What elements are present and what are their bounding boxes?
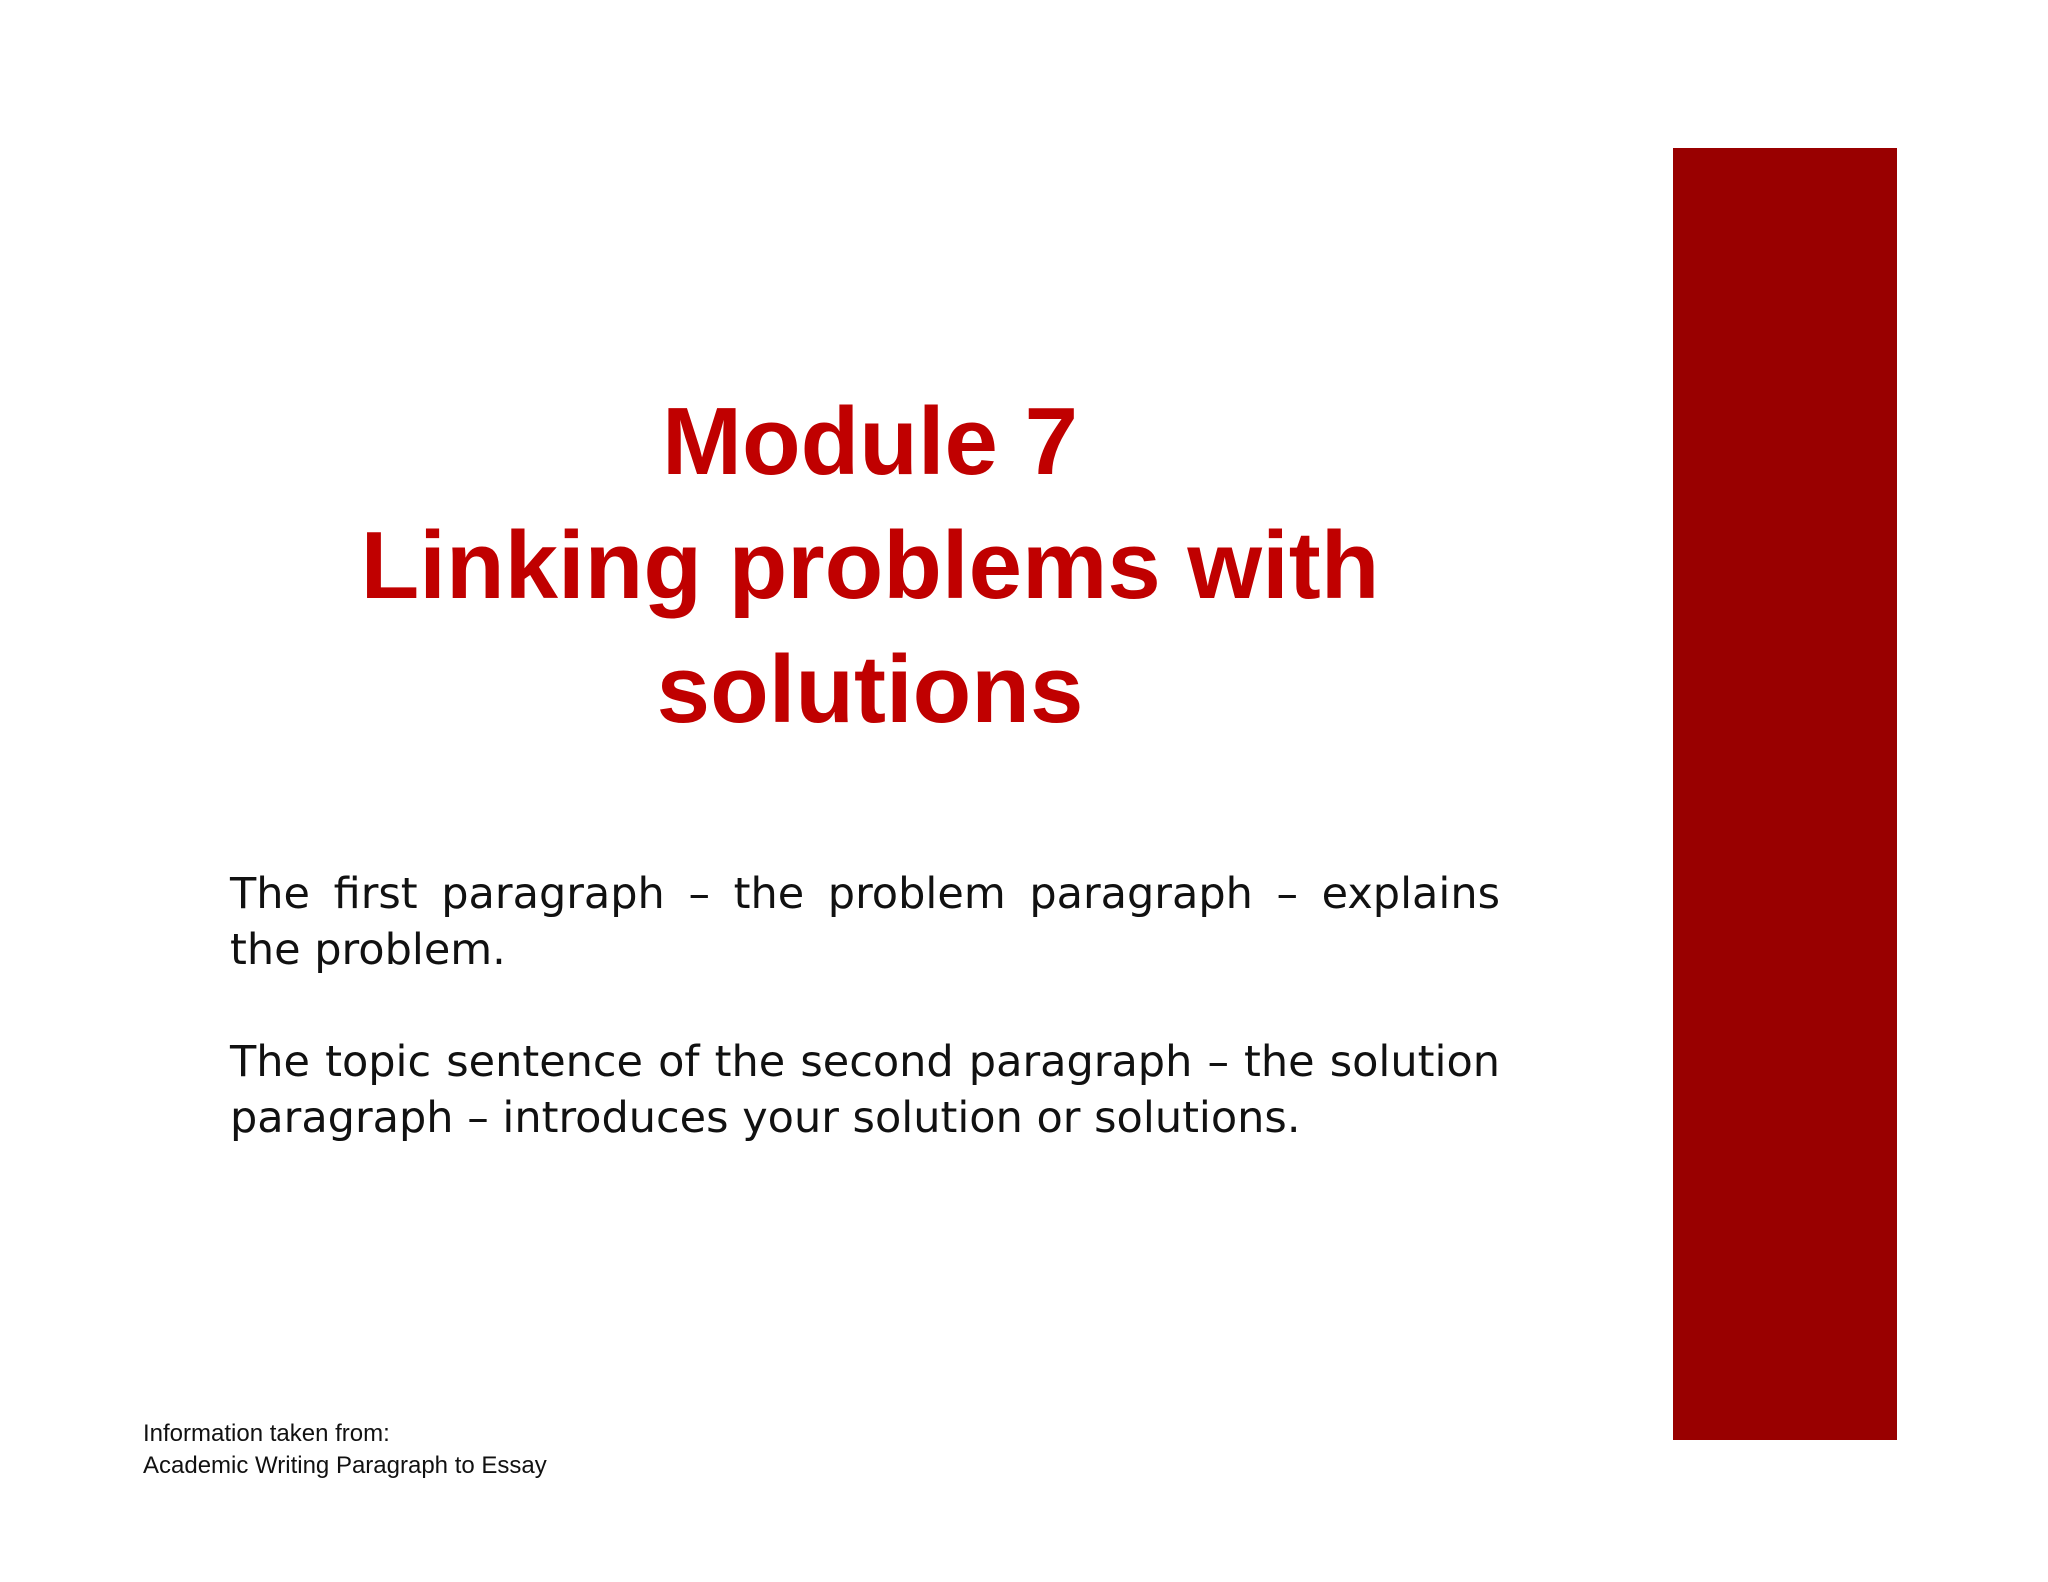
source-reference: Academic Writing Paragraph to Essay	[143, 1452, 547, 1479]
solution-paragraph-text: The topic sentence of the second paragraph – the solution paragraph – introduces your solution or solutions.	[230, 1037, 1500, 1143]
source-label: Information taken from:	[143, 1420, 390, 1447]
body-text	[230, 866, 1500, 1146]
source-note	[143, 1418, 547, 1482]
problem-paragraph-text: The first paragraph – the problem paragraph – explains the problem.	[230, 869, 1500, 975]
slide-title	[230, 380, 1510, 752]
accent-bar	[1673, 148, 1897, 1440]
title-line-1: Module 7	[661, 388, 1078, 495]
title-line-3: solutions	[656, 636, 1084, 743]
title-line-2: Linking problems with	[360, 512, 1380, 619]
